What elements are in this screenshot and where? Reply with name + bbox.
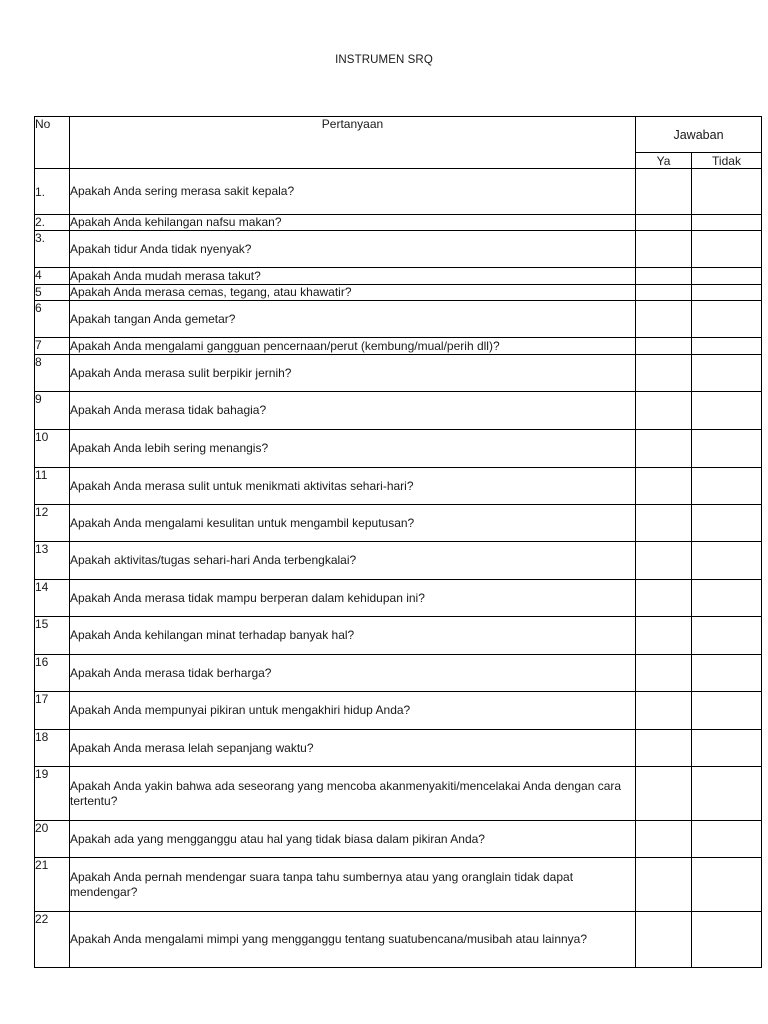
row-question: Apakah Anda mempunyai pikiran untuk mengakhiri hidup Anda? (70, 692, 636, 730)
answer-cell-ya[interactable] (636, 338, 692, 355)
table-row (35, 338, 762, 355)
answer-cell-ya[interactable] (636, 692, 692, 730)
answer-cell-tidak[interactable] (692, 231, 762, 268)
row-number: 1. (35, 169, 70, 215)
row-number: 4 (35, 268, 70, 285)
answer-cell-ya[interactable] (636, 215, 692, 231)
answer-cell-tidak[interactable] (692, 355, 762, 392)
row-question: Apakah Anda merasa tidak berharga? (70, 655, 636, 692)
row-number: 21 (35, 858, 70, 912)
table-row (35, 692, 762, 730)
row-question: Apakah Anda merasa sulit untuk menikmati aktivitas sehari-hari? (70, 468, 636, 505)
row-question: Apakah aktivitas/tugas sehari-hari Anda terbengkalai? (70, 542, 636, 580)
table-row (35, 169, 762, 215)
srq-table-body (35, 169, 762, 968)
table-row (35, 505, 762, 542)
answer-cell-tidak[interactable] (692, 268, 762, 285)
row-question: Apakah Anda sering merasa sakit kepala? (70, 169, 636, 215)
answer-cell-tidak[interactable] (692, 392, 762, 430)
row-number: 19 (35, 767, 70, 821)
answer-cell-tidak[interactable] (692, 912, 762, 968)
answer-cell-ya[interactable] (636, 231, 692, 268)
header-question: Pertanyaan (70, 117, 636, 169)
header-no: No (35, 117, 70, 169)
row-question: Apakah Anda merasa sulit berpikir jernih? (70, 355, 636, 392)
answer-cell-tidak[interactable] (692, 858, 762, 912)
answer-cell-ya[interactable] (636, 301, 692, 338)
row-number: 10 (35, 430, 70, 468)
answer-cell-ya[interactable] (636, 617, 692, 655)
answer-cell-ya[interactable] (636, 730, 692, 767)
answer-cell-ya[interactable] (636, 355, 692, 392)
answer-cell-ya[interactable] (636, 430, 692, 468)
row-question: Apakah Anda mudah merasa takut? (70, 268, 636, 285)
answer-cell-ya[interactable] (636, 169, 692, 215)
table-row (35, 542, 762, 580)
row-question: Apakah Anda merasa cemas, tegang, atau khawatir? (70, 285, 636, 301)
row-number: 14 (35, 580, 70, 617)
answer-cell-ya[interactable] (636, 392, 692, 430)
header-tidak: Tidak (692, 153, 762, 169)
answer-cell-ya[interactable] (636, 858, 692, 912)
answer-cell-ya[interactable] (636, 655, 692, 692)
table-row (35, 912, 762, 968)
answer-cell-ya[interactable] (636, 580, 692, 617)
table-row (35, 655, 762, 692)
row-number: 3. (35, 231, 70, 268)
row-number: 13 (35, 542, 70, 580)
table-row (35, 285, 762, 301)
row-number: 6 (35, 301, 70, 338)
row-question: Apakah Anda kehilangan minat terhadap banyak hal? (70, 617, 636, 655)
answer-cell-tidak[interactable] (692, 338, 762, 355)
answer-cell-tidak[interactable] (692, 730, 762, 767)
row-number: 8 (35, 355, 70, 392)
answer-cell-ya[interactable] (636, 468, 692, 505)
header-answer: Jawaban (636, 117, 762, 153)
answer-cell-tidak[interactable] (692, 430, 762, 468)
table-row (35, 580, 762, 617)
answer-cell-ya[interactable] (636, 285, 692, 301)
answer-cell-tidak[interactable] (692, 692, 762, 730)
document-title: INSTRUMEN SRQ (335, 54, 433, 66)
answer-cell-ya[interactable] (636, 505, 692, 542)
answer-cell-tidak[interactable] (692, 215, 762, 231)
answer-cell-tidak[interactable] (692, 505, 762, 542)
row-question: Apakah ada yang mengganggu atau hal yang tidak biasa dalam pikiran Anda? (70, 821, 636, 858)
answer-cell-ya[interactable] (636, 821, 692, 858)
row-number: 2. (35, 215, 70, 231)
row-question: Apakah Anda merasa tidak bahagia? (70, 392, 636, 430)
table-row (35, 215, 762, 231)
row-number: 9 (35, 392, 70, 430)
answer-cell-tidak[interactable] (692, 767, 762, 821)
row-question: Apakah Anda yakin bahwa ada seseorang yang mencoba akanmenyakiti/mencelakai Anda dengan cara tertentu? (70, 767, 636, 821)
row-question: Apakah Anda merasa lelah sepanjang waktu? (70, 730, 636, 767)
row-number: 17 (35, 692, 70, 730)
row-number: 7 (35, 338, 70, 355)
table-row (35, 821, 762, 858)
table-row (35, 617, 762, 655)
row-question: Apakah tidur Anda tidak nyenyak? (70, 231, 636, 268)
row-number: 18 (35, 730, 70, 767)
answer-cell-tidak[interactable] (692, 285, 762, 301)
answer-cell-ya[interactable] (636, 912, 692, 968)
table-row (35, 858, 762, 912)
row-question: Apakah tangan Anda gemetar? (70, 301, 636, 338)
row-number: 12 (35, 505, 70, 542)
table-row (35, 767, 762, 821)
answer-cell-tidak[interactable] (692, 169, 762, 215)
row-question: Apakah Anda kehilangan nafsu makan? (70, 215, 636, 231)
answer-cell-tidak[interactable] (692, 617, 762, 655)
answer-cell-tidak[interactable] (692, 821, 762, 858)
row-question: Apakah Anda pernah mendengar suara tanpa tahu sumbernya atau yang oranglain tidak dapat mendengar? (70, 858, 636, 912)
answer-cell-tidak[interactable] (692, 580, 762, 617)
table-row (35, 392, 762, 430)
row-number: 5 (35, 285, 70, 301)
row-number: 16 (35, 655, 70, 692)
row-question: Apakah Anda merasa tidak mampu berperan dalam kehidupan ini? (70, 580, 636, 617)
answer-cell-ya[interactable] (636, 767, 692, 821)
table-row (35, 301, 762, 338)
srq-table (34, 116, 762, 968)
row-number: 20 (35, 821, 70, 858)
answer-cell-tidak[interactable] (692, 468, 762, 505)
answer-cell-tidak[interactable] (692, 301, 762, 338)
row-question: Apakah Anda mengalami kesulitan untuk mengambil keputusan? (70, 505, 636, 542)
row-number: 15 (35, 617, 70, 655)
table-row (35, 355, 762, 392)
row-question: Apakah Anda mengalami gangguan pencernaan/perut (kembung/mual/perih dll)? (70, 338, 636, 355)
table-row (35, 468, 762, 505)
header-yes: Ya (636, 153, 692, 169)
row-number: 22 (35, 912, 70, 968)
row-question: Apakah Anda lebih sering menangis? (70, 430, 636, 468)
answer-cell-ya[interactable] (636, 542, 692, 580)
row-number: 11 (35, 468, 70, 505)
table-row (35, 430, 762, 468)
table-row (35, 231, 762, 268)
row-question: Apakah Anda mengalami mimpi yang mengganggu tentang suatubencana/musibah atau lainnya? (70, 912, 636, 968)
table-row (35, 268, 762, 285)
table-row (35, 730, 762, 767)
answer-cell-ya[interactable] (636, 268, 692, 285)
answer-cell-tidak[interactable] (692, 542, 762, 580)
answer-cell-tidak[interactable] (692, 655, 762, 692)
